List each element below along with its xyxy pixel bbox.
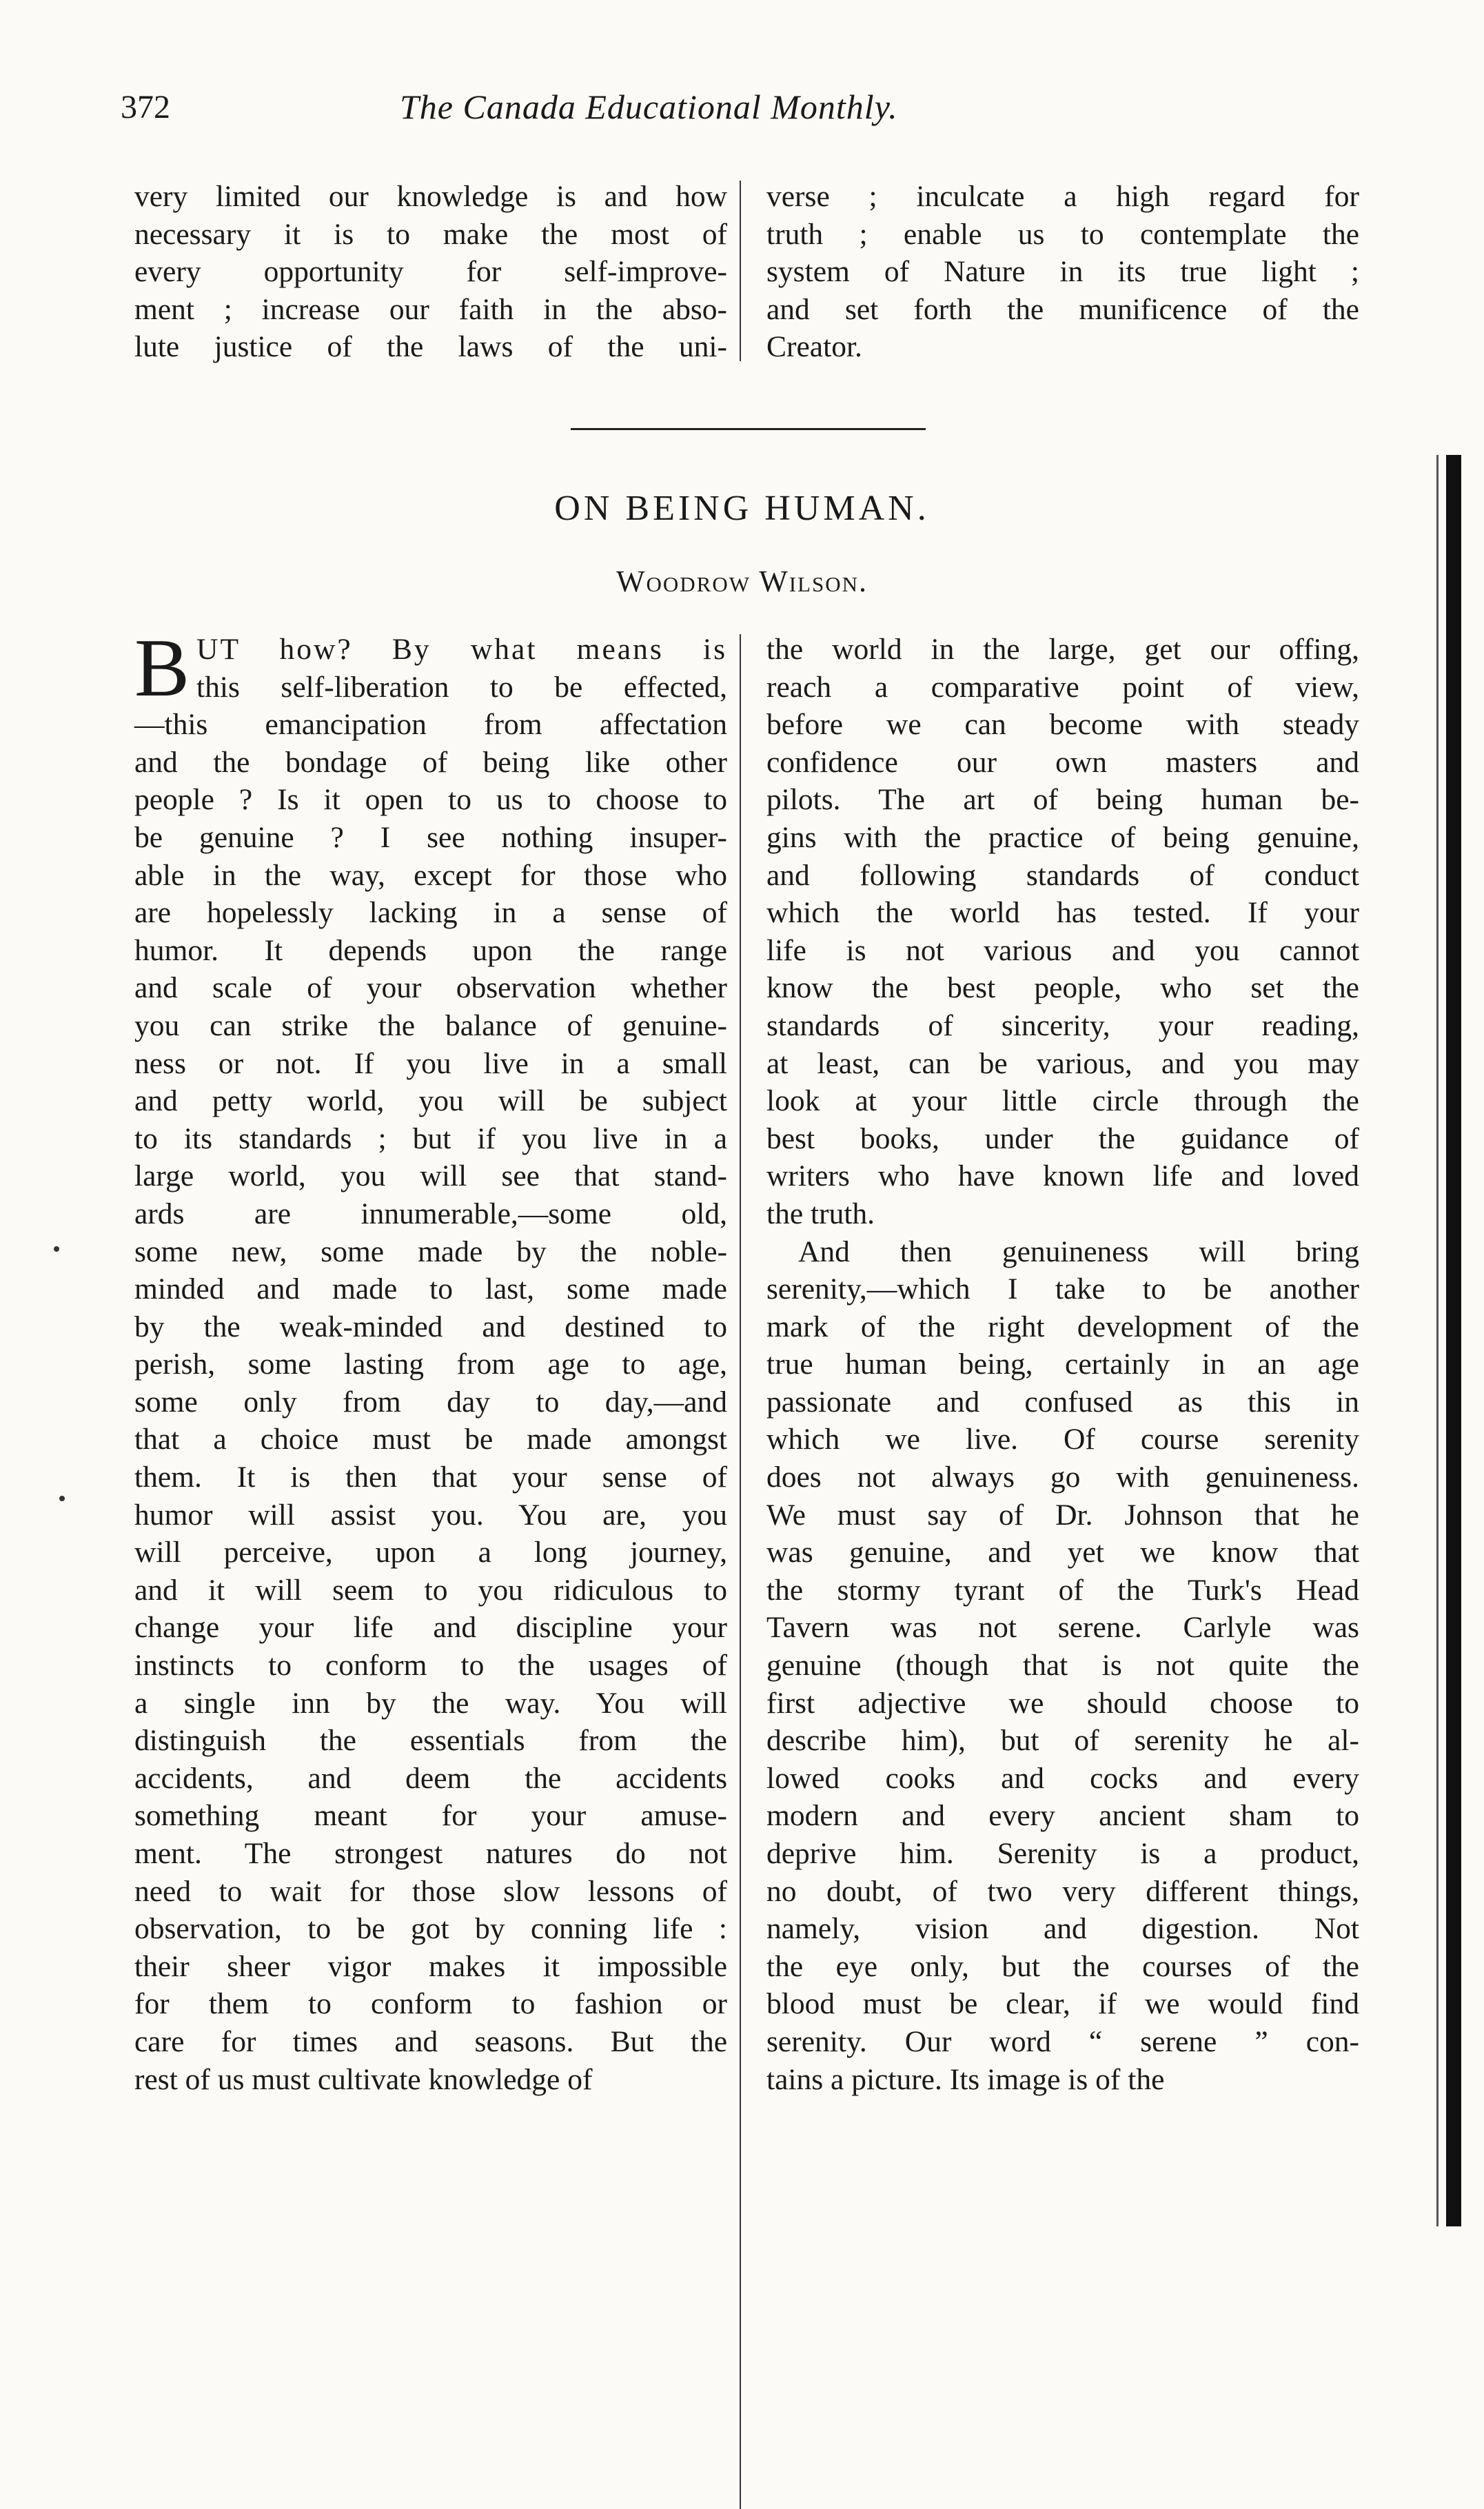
text-line: this self-liberation to be effected, <box>196 670 727 704</box>
text-line: rest of us must cultivate knowledge of <box>134 2062 593 2096</box>
text-line: people ? Is it open to us to choose to <box>134 783 727 817</box>
text-line: observation, to be got by conning life : <box>134 1912 727 1946</box>
text-line: truth ; enable us to contemplate the <box>766 217 1359 251</box>
article-author: Woodrow Wilson. <box>616 565 868 598</box>
text-line: before we can become with steady <box>766 708 1359 742</box>
text-line: first adjective we should choose to <box>766 1686 1359 1720</box>
text-line: at least, can be various, and you may <box>766 1046 1359 1080</box>
prior-article-right-column <box>766 178 1359 366</box>
text-line: to its standards ; but if you live in a <box>134 1121 727 1155</box>
text-line: every opportunity for self-improve- <box>134 255 727 289</box>
text-line: accidents, and deem the accidents <box>134 1761 727 1795</box>
section-divider <box>571 428 926 430</box>
text-line: ment. The strongest natures do not <box>134 1837 727 1870</box>
text-line: system of Nature in its true light ; <box>766 255 1359 289</box>
text-line: a single inn by the way. You will <box>134 1686 727 1720</box>
text-line: some new, some made by the noble- <box>134 1235 727 1268</box>
text-line: them. It is then that your sense of <box>134 1461 727 1494</box>
text-line: know the best people, who set the <box>766 971 1359 1005</box>
text-line: the truth. <box>766 1197 875 1230</box>
text-line: UT how? By what means is <box>196 633 727 666</box>
text-line: Creator. <box>766 330 862 364</box>
text-line: humor. It depends upon the range <box>134 933 727 967</box>
text-line: no doubt, of two very different things, <box>766 1874 1359 1908</box>
text-line: was genuine, and yet we know that <box>766 1536 1359 1570</box>
text-line: life is not various and you cannot <box>766 933 1359 967</box>
text-line: reach a comparative point of view, <box>766 670 1359 704</box>
text-line: are hopelessly lacking in a sense of <box>134 896 727 930</box>
text-line: which we live. Of course serenity <box>766 1423 1359 1456</box>
article-title: ON BEING HUMAN. <box>554 489 930 528</box>
column-rule <box>740 634 741 2509</box>
text-line: gins with the practice of being genuine, <box>766 820 1359 854</box>
article-right-column <box>766 631 1359 2098</box>
text-line: lowed cooks and cocks and every <box>766 1761 1359 1795</box>
column-rule <box>740 181 741 361</box>
text-line: and the bondage of being like other <box>134 745 727 779</box>
text-line: modern and every ancient sham to <box>766 1799 1359 1833</box>
text-line: —this emancipation from affectation <box>134 708 727 742</box>
text-line: will perceive, upon a long journey, <box>134 1536 727 1570</box>
text-line: true human being, certainly in an age <box>766 1348 1359 1381</box>
ink-speck <box>59 1496 65 1501</box>
text-line: humor will assist you. You are, you <box>134 1498 727 1532</box>
text-line: something meant for your amuse- <box>134 1799 727 1833</box>
margin-bar <box>1446 455 1461 2226</box>
text-line: tains a picture. Its image is of the <box>766 2062 1165 2096</box>
text-line: best books, under the guidance of <box>766 1121 1359 1155</box>
text-line: lute justice of the laws of the uni- <box>134 330 727 364</box>
margin-line <box>1436 455 1439 2226</box>
text-line: and petty world, you will be subject <box>134 1084 727 1118</box>
text-line: distinguish the essentials from the <box>134 1724 727 1758</box>
page-number: 372 <box>121 89 170 125</box>
text-line: verse ; inculcate a high regard for <box>766 180 1359 213</box>
text-line: care for times and seasons. But the <box>134 2024 727 2058</box>
text-line: and scale of your observation whether <box>134 971 727 1005</box>
text-line: you can strike the balance of genuine- <box>134 1008 727 1042</box>
ink-speck <box>54 1246 59 1252</box>
text-line: very limited our knowledge is and how <box>134 180 727 213</box>
text-line: ness or not. If you live in a small <box>134 1046 727 1080</box>
text-line: necessary it is to make the most of <box>134 217 727 251</box>
text-line: and following standards of conduct <box>766 858 1359 892</box>
drop-cap: B <box>134 622 190 713</box>
text-line: deprive him. Serenity is a product, <box>766 1837 1359 1870</box>
text-line: which the world has tested. If your <box>766 896 1359 930</box>
text-line: Tavern was not serene. Carlyle was <box>766 1611 1359 1645</box>
text-line: serenity. Our word “ serene ” con- <box>766 2024 1359 2058</box>
text-line: And then genuineness will bring <box>798 1235 1359 1268</box>
running-head: The Canada Educational Monthly. <box>400 88 898 126</box>
text-line: the stormy tyrant of the Turk's Head <box>766 1573 1359 1607</box>
prior-article-left-column <box>134 178 727 366</box>
text-line: namely, vision and digestion. Not <box>766 1912 1359 1946</box>
text-line: look at your little circle through the <box>766 1084 1359 1118</box>
text-line: instincts to conform to the usages of <box>134 1649 727 1683</box>
text-line: and set forth the munificence of the <box>766 292 1359 326</box>
text-line: for them to conform to fashion or <box>134 1987 727 2021</box>
text-line: blood must be clear, if we would find <box>766 1987 1359 2021</box>
text-line: minded and made to last, some made <box>134 1272 727 1306</box>
text-line: confidence our own masters and <box>766 745 1359 779</box>
text-line: ards are innumerable,—some old, <box>134 1197 727 1230</box>
text-line: genuine (though that is not quite the <box>766 1649 1359 1683</box>
text-line: able in the way, except for those who <box>134 858 727 892</box>
text-line: perish, some lasting from age to age, <box>134 1348 727 1381</box>
text-line: that a choice must be made amongst <box>134 1423 727 1456</box>
text-line: ment ; increase our faith in the abso- <box>134 292 727 326</box>
text-line: pilots. The art of being human be- <box>766 783 1359 817</box>
text-line: writers who have known life and loved <box>766 1159 1359 1193</box>
text-line: the eye only, but the courses of the <box>766 1949 1359 1983</box>
text-line: passionate and confused as this in <box>766 1385 1359 1419</box>
text-line: some only from day to day,—and <box>134 1385 727 1419</box>
text-line: be genuine ? I see nothing insuper- <box>134 820 727 854</box>
text-line: large world, you will see that stand- <box>134 1159 727 1193</box>
text-line: and it will seem to you ridiculous to <box>134 1573 727 1607</box>
text-line: serenity,—which I take to be another <box>766 1272 1359 1306</box>
text-line: mark of the right development of the <box>766 1310 1359 1343</box>
text-line: by the weak-minded and destined to <box>134 1310 727 1343</box>
text-line: change your life and discipline your <box>134 1611 727 1645</box>
text-line: need to wait for those slow lessons of <box>134 1874 727 1908</box>
text-line: their sheer vigor makes it impossible <box>134 1949 727 1983</box>
text-line: does not always go with genuineness. <box>766 1461 1359 1494</box>
text-line: standards of sincerity, your reading, <box>766 1008 1359 1042</box>
text-line: the world in the large, get our offing, <box>766 633 1359 666</box>
text-line: We must say of Dr. Johnson that he <box>766 1498 1359 1532</box>
text-line: describe him), but of serenity he al- <box>766 1724 1359 1758</box>
article-left-column <box>134 622 727 2098</box>
